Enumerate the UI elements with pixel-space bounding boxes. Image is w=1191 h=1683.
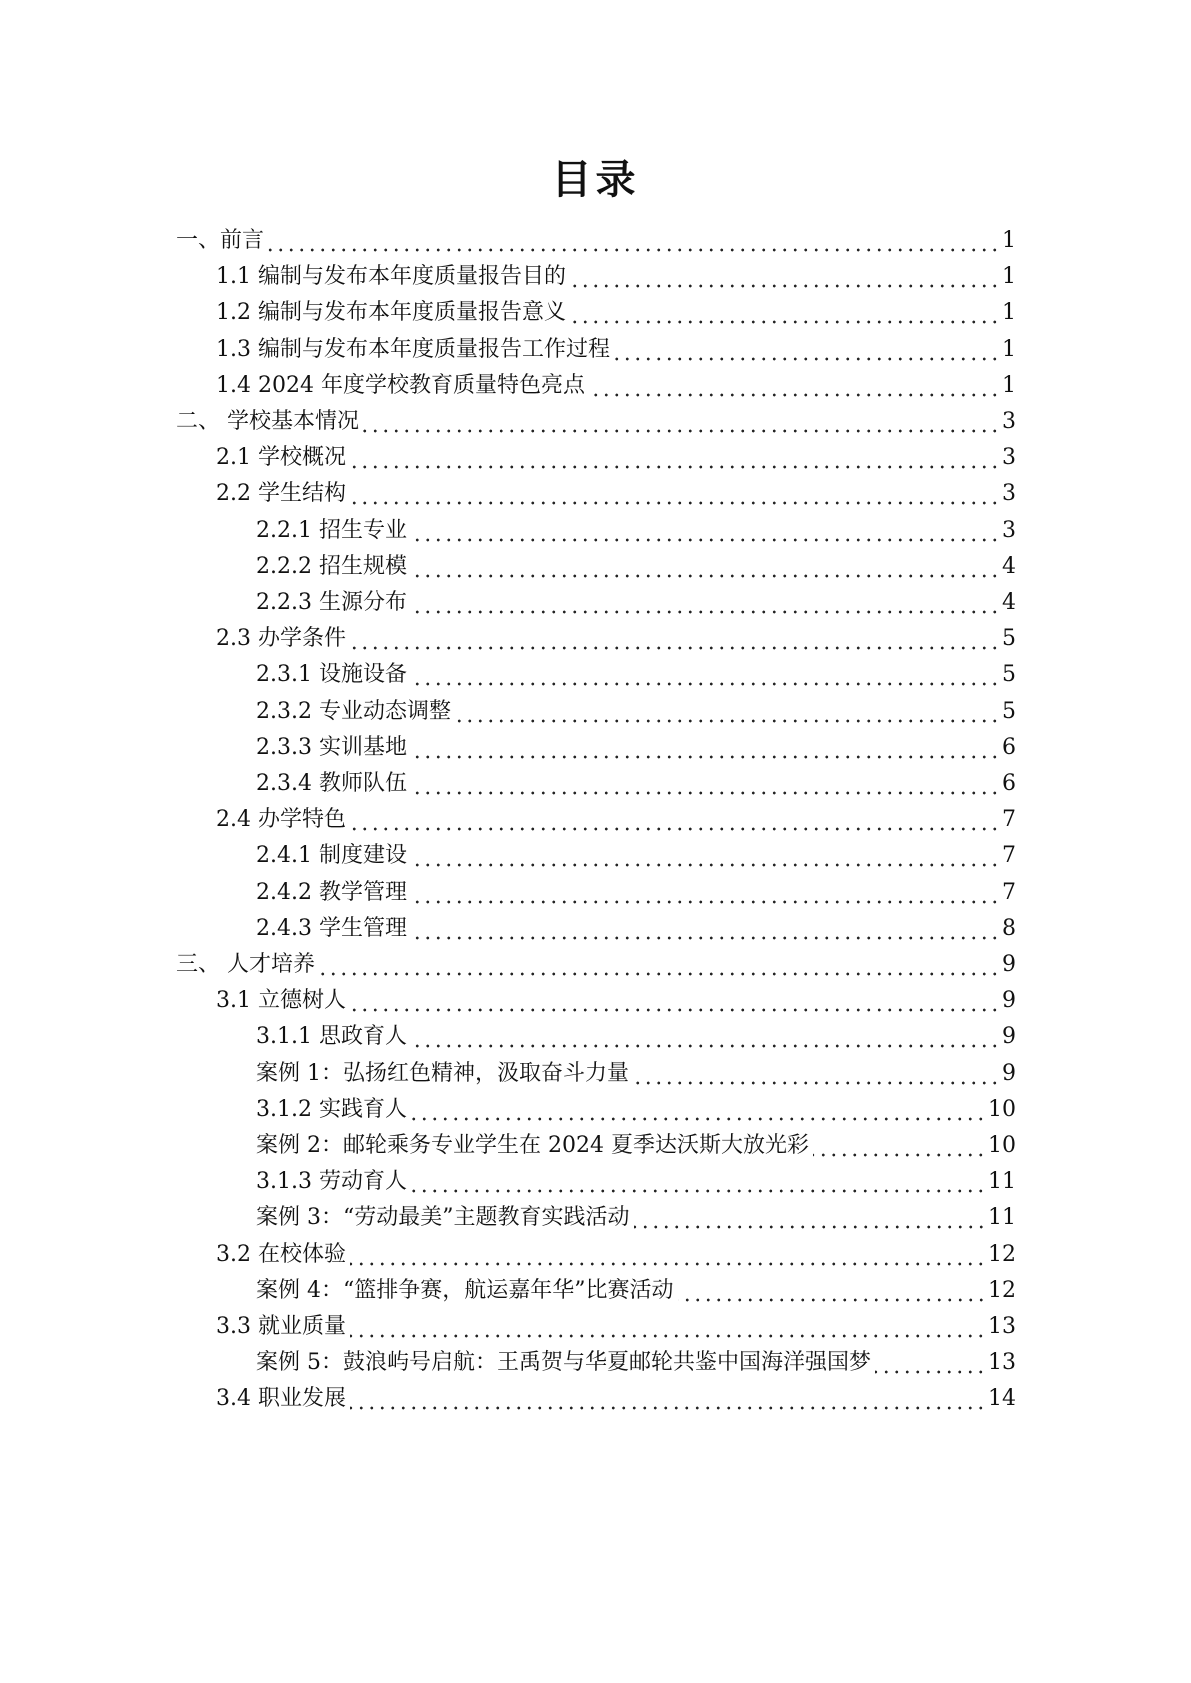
toc-dot-leader	[350, 625, 1000, 651]
toc-dot-leader	[363, 408, 1000, 434]
toc-entry-label: 二、 学校基本情况	[176, 409, 359, 434]
toc-dot-leader	[350, 480, 1000, 506]
toc-entry-label: 2.2.3 生源分布	[256, 590, 407, 615]
toc-page-number: 6	[1002, 771, 1016, 796]
toc-dot-leader	[350, 1313, 986, 1339]
toc-dot-leader	[411, 517, 1000, 543]
toc-entry[interactable]	[256, 512, 1016, 546]
toc-entry[interactable]	[256, 1199, 1016, 1233]
toc-page-number: 9	[1002, 1061, 1016, 1086]
toc-page-number: 1	[1002, 264, 1016, 289]
toc-title: 目录	[551, 157, 640, 203]
toc-dot-leader	[411, 1096, 986, 1122]
toc-dot-leader	[350, 444, 1000, 470]
toc-entry-label: 2.3.2 专业动态调整	[256, 699, 451, 724]
toc-page-number: 3	[1002, 409, 1016, 434]
toc-dot-leader	[350, 1385, 986, 1411]
toc-entry[interactable]	[216, 258, 1016, 292]
toc-dot-leader	[570, 299, 1000, 325]
toc-entry[interactable]	[256, 1018, 1016, 1052]
toc-dot-leader	[411, 842, 1000, 868]
toc-page-number: 4	[1002, 590, 1016, 615]
toc-page-number: 3	[1002, 481, 1016, 506]
toc-entry[interactable]	[256, 693, 1016, 727]
toc-entry[interactable]	[216, 1380, 1016, 1414]
toc-entry-label: 2.1 学校概况	[216, 445, 346, 470]
toc-entry-label: 2.2.2 招生规模	[256, 554, 407, 579]
toc-page-number: 11	[988, 1169, 1016, 1194]
toc-entry[interactable]	[256, 837, 1016, 871]
toc-page-number: 3	[1002, 445, 1016, 470]
toc-page-number: 1	[1002, 300, 1016, 325]
toc-entry[interactable]	[256, 656, 1016, 690]
toc-entry-label: 2.4.2 教学管理	[256, 880, 407, 905]
toc-entry[interactable]	[176, 222, 1016, 256]
toc-page-number: 9	[1002, 952, 1016, 977]
toc-page-number: 12	[988, 1242, 1016, 1267]
toc-entry-label: 案例 5：鼓浪屿号启航：王禹贺与华夏邮轮共鉴中国海洋强国梦	[256, 1350, 871, 1375]
toc-entry[interactable]	[216, 801, 1016, 835]
toc-page-number: 6	[1002, 735, 1016, 760]
toc-entry-label: 1.4 2024 年度学校教育质量特色亮点	[216, 373, 585, 398]
toc-page-number: 9	[1002, 1024, 1016, 1049]
toc-entry[interactable]	[256, 1163, 1016, 1197]
toc-entry[interactable]	[256, 1344, 1016, 1378]
toc-entry-label: 2.3.4 教师队伍	[256, 771, 407, 796]
toc-dot-leader	[813, 1132, 986, 1158]
toc-page-number: 7	[1002, 843, 1016, 868]
toc-dot-leader	[411, 915, 1000, 941]
toc-entry-label: 案例 1：弘扬红色精神，汲取奋斗力量	[256, 1061, 629, 1086]
toc-entry-label: 2.3.1 设施设备	[256, 662, 407, 687]
toc-entry-label: 1.1 编制与发布本年度质量报告目的	[216, 264, 566, 289]
toc-entry[interactable]	[256, 765, 1016, 799]
toc-dot-leader	[268, 227, 1000, 253]
toc-page-number: 4	[1002, 554, 1016, 579]
toc-page-number: 5	[1002, 662, 1016, 687]
toc-page-number: 13	[988, 1350, 1016, 1375]
toc-entry-label: 3.1.2 实践育人	[256, 1097, 407, 1122]
toc-dot-leader	[411, 661, 1000, 687]
toc-entry[interactable]	[216, 331, 1016, 365]
toc-entry[interactable]	[216, 475, 1016, 509]
toc-page-number: 8	[1002, 916, 1016, 941]
toc-dot-leader	[411, 734, 1000, 760]
toc-entry-label: 1.2 编制与发布本年度质量报告意义	[216, 300, 566, 325]
toc-entry-label: 三、 人才培养	[176, 952, 315, 977]
toc-page-number: 7	[1002, 807, 1016, 832]
toc-page-number: 1	[1002, 373, 1016, 398]
toc-entry-label: 3.1.3 劳动育人	[256, 1169, 407, 1194]
toc-entry[interactable]	[216, 439, 1016, 473]
toc-dot-leader	[875, 1349, 986, 1375]
toc-entry-label: 案例 2：邮轮乘务专业学生在 2024 夏季达沃斯大放光彩	[256, 1133, 809, 1158]
toc-entry-label: 3.1 立德树人	[216, 988, 346, 1013]
toc-entry[interactable]	[216, 367, 1016, 401]
toc-entry[interactable]	[256, 548, 1016, 582]
toc-dot-leader	[633, 1060, 1000, 1086]
toc-dot-leader	[350, 806, 1000, 832]
toc-dot-leader	[350, 1241, 986, 1267]
toc-dot-leader	[411, 589, 1000, 615]
toc-entry[interactable]	[176, 946, 1016, 980]
toc-page-number: 11	[988, 1205, 1016, 1230]
toc-entry-label: 3.1.1 思政育人	[256, 1024, 407, 1049]
toc-entry-label: 3.2 在校体验	[216, 1242, 346, 1267]
toc-entry-label: 2.2.1 招生专业	[256, 518, 407, 543]
toc-page-number: 12	[988, 1278, 1016, 1303]
toc-entry[interactable]	[256, 1091, 1016, 1125]
toc-entry[interactable]	[256, 910, 1016, 944]
toc-dot-leader	[411, 1023, 1000, 1049]
toc-dot-leader	[634, 1204, 987, 1230]
toc-entry-label: 一、前言	[176, 228, 265, 253]
toc-entry[interactable]	[256, 1055, 1016, 1089]
toc-dot-leader	[411, 553, 1000, 579]
toc-entry[interactable]	[216, 1236, 1016, 1270]
toc-entry[interactable]	[216, 1308, 1016, 1342]
toc-entry[interactable]	[216, 620, 1016, 654]
toc-entry[interactable]	[256, 729, 1016, 763]
toc-page-number: 1	[1002, 337, 1016, 362]
toc-dot-leader	[589, 372, 1000, 398]
toc-dot-leader	[319, 951, 1000, 977]
toc-entry-label: 2.3.3 实训基地	[256, 735, 407, 760]
toc-page-number: 5	[1002, 626, 1016, 651]
toc-entry-label: 2.4.1 制度建设	[256, 843, 407, 868]
toc-dot-leader	[350, 987, 1000, 1013]
toc-entry[interactable]	[256, 874, 1016, 908]
toc-dot-leader	[411, 1168, 986, 1194]
toc-page-number: 10	[988, 1133, 1016, 1158]
toc-page-number: 7	[1002, 880, 1016, 905]
toc-entry[interactable]	[256, 584, 1016, 618]
toc-entry[interactable]	[176, 403, 1016, 437]
toc-page-number: 1	[1002, 228, 1016, 253]
toc-entry[interactable]	[256, 1272, 1016, 1306]
toc-page-number: 3	[1002, 518, 1016, 543]
toc-dot-leader	[570, 263, 1000, 289]
toc-dot-leader	[411, 879, 1000, 905]
toc-dot-leader	[411, 770, 1000, 796]
toc-dot-leader	[455, 698, 1000, 724]
toc-entry-label: 3.4 职业发展	[216, 1386, 346, 1411]
toc-dot-leader	[678, 1277, 987, 1303]
toc-page-number: 13	[988, 1314, 1016, 1339]
toc-page-number: 10	[988, 1097, 1016, 1122]
toc-entry-label: 案例 4：“篮排争赛，航运嘉年华”比赛活动	[256, 1278, 674, 1303]
toc-entry-label: 2.3 办学条件	[216, 626, 346, 651]
toc-dot-leader	[614, 336, 1000, 362]
toc-entry-label: 案例 3：“劳动最美”主题教育实践活动	[256, 1205, 630, 1230]
toc-entry-label: 2.4 办学特色	[216, 807, 346, 832]
toc-entry[interactable]	[256, 1127, 1016, 1161]
toc-page-number: 5	[1002, 699, 1016, 724]
toc-page-number: 14	[988, 1386, 1016, 1411]
toc-entry-label: 1.3 编制与发布本年度质量报告工作过程	[216, 337, 610, 362]
toc-entry[interactable]	[216, 982, 1016, 1016]
toc-entry-label: 3.3 就业质量	[216, 1314, 346, 1339]
toc-entry-label: 2.4.3 学生管理	[256, 916, 407, 941]
toc-page-number: 9	[1002, 988, 1016, 1013]
toc-entry[interactable]	[216, 294, 1016, 328]
toc-entry-label: 2.2 学生结构	[216, 481, 346, 506]
